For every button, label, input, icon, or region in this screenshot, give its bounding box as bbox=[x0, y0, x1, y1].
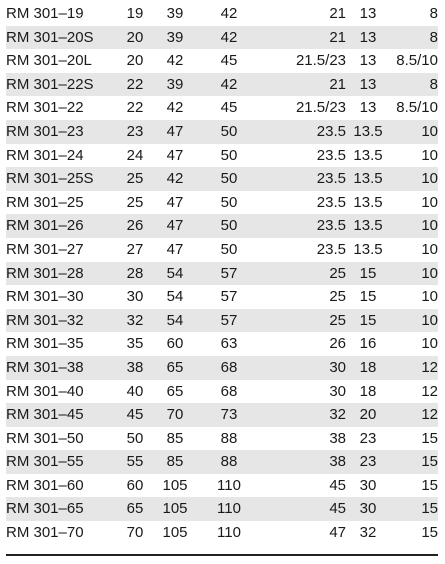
table-row bbox=[6, 120, 438, 144]
cell-d2: 105 bbox=[152, 474, 198, 498]
cell-l1: 25 bbox=[260, 309, 346, 333]
cell-b: 15 bbox=[390, 427, 438, 451]
cell-l1: 30 bbox=[260, 380, 346, 404]
cell-b: 15 bbox=[390, 521, 438, 545]
cell-d2: 39 bbox=[152, 73, 198, 97]
cell-l2: 23 bbox=[346, 427, 390, 451]
cell-l1: 21 bbox=[260, 2, 346, 26]
cell-d1: 22 bbox=[118, 73, 152, 97]
cell-l2: 15 bbox=[346, 309, 390, 333]
cell-l1: 23.5 bbox=[260, 120, 346, 144]
cell-d2: 85 bbox=[152, 427, 198, 451]
table-row bbox=[6, 521, 438, 545]
cell-d3: 45 bbox=[198, 96, 260, 120]
table-row bbox=[6, 2, 438, 26]
cell-l2: 13.5 bbox=[346, 167, 390, 191]
cell-b: 10 bbox=[390, 191, 438, 215]
cell-l2: 30 bbox=[346, 474, 390, 498]
cell-d1: 32 bbox=[118, 309, 152, 333]
cell-d2: 65 bbox=[152, 380, 198, 404]
cell-d1: 50 bbox=[118, 427, 152, 451]
table-row bbox=[6, 427, 438, 451]
cell-d1: 30 bbox=[118, 285, 152, 309]
cell-model: RM 301–22S bbox=[6, 73, 118, 97]
cell-model: RM 301–25 bbox=[6, 191, 118, 215]
cell-l1: 21.5/23 bbox=[260, 49, 346, 73]
cell-d2: 47 bbox=[152, 214, 198, 238]
table-row bbox=[6, 497, 438, 521]
cell-d3: 50 bbox=[198, 238, 260, 262]
cell-model: RM 301–50 bbox=[6, 427, 118, 451]
cell-l2: 13 bbox=[346, 2, 390, 26]
table-row bbox=[6, 450, 438, 474]
cell-d2: 54 bbox=[152, 262, 198, 286]
table-row bbox=[6, 144, 438, 168]
cell-d2: 42 bbox=[152, 96, 198, 120]
cell-b: 8 bbox=[390, 26, 438, 50]
cell-l2: 20 bbox=[346, 403, 390, 427]
cell-b: 10 bbox=[390, 332, 438, 356]
cell-d2: 47 bbox=[152, 238, 198, 262]
cell-d2: 54 bbox=[152, 285, 198, 309]
cell-d3: 57 bbox=[198, 285, 260, 309]
cell-d3: 50 bbox=[198, 167, 260, 191]
cell-l2: 13.5 bbox=[346, 120, 390, 144]
table-row bbox=[6, 380, 438, 404]
cell-l2: 13.5 bbox=[346, 191, 390, 215]
cell-d1: 60 bbox=[118, 474, 152, 498]
cell-model: RM 301–20L bbox=[6, 49, 118, 73]
table-row bbox=[6, 167, 438, 191]
cell-b: 10 bbox=[390, 238, 438, 262]
cell-l1: 32 bbox=[260, 403, 346, 427]
cell-l1: 30 bbox=[260, 356, 346, 380]
cell-l1: 25 bbox=[260, 262, 346, 286]
cell-l2: 13 bbox=[346, 26, 390, 50]
cell-l2: 13 bbox=[346, 49, 390, 73]
table-row bbox=[6, 285, 438, 309]
cell-d1: 19 bbox=[118, 2, 152, 26]
cell-d3: 73 bbox=[198, 403, 260, 427]
cell-l1: 38 bbox=[260, 450, 346, 474]
cell-model: RM 301–24 bbox=[6, 144, 118, 168]
table-row bbox=[6, 262, 438, 286]
cell-l2: 16 bbox=[346, 332, 390, 356]
cell-l1: 23.5 bbox=[260, 238, 346, 262]
cell-b: 8.5/10 bbox=[390, 49, 438, 73]
cell-l2: 15 bbox=[346, 262, 390, 286]
cell-d1: 28 bbox=[118, 262, 152, 286]
table-row bbox=[6, 356, 438, 380]
cell-d2: 39 bbox=[152, 26, 198, 50]
cell-d1: 45 bbox=[118, 403, 152, 427]
cell-b: 10 bbox=[390, 285, 438, 309]
cell-d3: 42 bbox=[198, 73, 260, 97]
cell-d3: 42 bbox=[198, 2, 260, 26]
table-row bbox=[6, 49, 438, 73]
cell-model: RM 301–55 bbox=[6, 450, 118, 474]
cell-d1: 70 bbox=[118, 521, 152, 545]
cell-d3: 63 bbox=[198, 332, 260, 356]
cell-d3: 68 bbox=[198, 380, 260, 404]
cell-d2: 47 bbox=[152, 144, 198, 168]
cell-d2: 47 bbox=[152, 120, 198, 144]
table-row bbox=[6, 309, 438, 333]
cell-model: RM 301–20S bbox=[6, 26, 118, 50]
cell-d1: 27 bbox=[118, 238, 152, 262]
spec-table bbox=[6, 2, 438, 545]
cell-d1: 22 bbox=[118, 96, 152, 120]
cell-l1: 23.5 bbox=[260, 191, 346, 215]
cell-d3: 57 bbox=[198, 309, 260, 333]
cell-d2: 105 bbox=[152, 521, 198, 545]
cell-model: RM 301–60 bbox=[6, 474, 118, 498]
cell-model: RM 301–38 bbox=[6, 356, 118, 380]
cell-l2: 13.5 bbox=[346, 214, 390, 238]
cell-l1: 45 bbox=[260, 474, 346, 498]
cell-d3: 110 bbox=[198, 521, 260, 545]
cell-d3: 50 bbox=[198, 191, 260, 215]
cell-b: 10 bbox=[390, 144, 438, 168]
cell-l2: 32 bbox=[346, 521, 390, 545]
cell-b: 10 bbox=[390, 309, 438, 333]
cell-d2: 85 bbox=[152, 450, 198, 474]
table-row bbox=[6, 238, 438, 262]
cell-d3: 50 bbox=[198, 120, 260, 144]
cell-l1: 45 bbox=[260, 497, 346, 521]
cell-b: 10 bbox=[390, 167, 438, 191]
cell-l2: 13.5 bbox=[346, 238, 390, 262]
cell-l1: 23.5 bbox=[260, 214, 346, 238]
cell-d1: 55 bbox=[118, 450, 152, 474]
cell-model: RM 301–32 bbox=[6, 309, 118, 333]
table-row bbox=[6, 403, 438, 427]
cell-d2: 47 bbox=[152, 191, 198, 215]
cell-b: 12 bbox=[390, 356, 438, 380]
table-body bbox=[6, 2, 438, 545]
cell-model: RM 301–30 bbox=[6, 285, 118, 309]
cell-d1: 35 bbox=[118, 332, 152, 356]
cell-d3: 88 bbox=[198, 427, 260, 451]
cell-d2: 65 bbox=[152, 356, 198, 380]
table-row bbox=[6, 26, 438, 50]
cell-b: 10 bbox=[390, 262, 438, 286]
cell-model: RM 301–27 bbox=[6, 238, 118, 262]
cell-model: RM 301–19 bbox=[6, 2, 118, 26]
cell-b: 8 bbox=[390, 73, 438, 97]
cell-b: 15 bbox=[390, 497, 438, 521]
cell-l1: 23.5 bbox=[260, 167, 346, 191]
cell-d2: 54 bbox=[152, 309, 198, 333]
cell-d3: 110 bbox=[198, 497, 260, 521]
cell-l1: 47 bbox=[260, 521, 346, 545]
cell-model: RM 301–25S bbox=[6, 167, 118, 191]
cell-d1: 25 bbox=[118, 191, 152, 215]
cell-d3: 110 bbox=[198, 474, 260, 498]
cell-l2: 13 bbox=[346, 96, 390, 120]
cell-b: 10 bbox=[390, 214, 438, 238]
cell-b: 8.5/10 bbox=[390, 96, 438, 120]
cell-b: 12 bbox=[390, 403, 438, 427]
cell-l2: 18 bbox=[346, 380, 390, 404]
cell-d1: 40 bbox=[118, 380, 152, 404]
cell-d3: 68 bbox=[198, 356, 260, 380]
cell-d1: 26 bbox=[118, 214, 152, 238]
cell-d3: 42 bbox=[198, 26, 260, 50]
cell-l2: 18 bbox=[346, 356, 390, 380]
cell-d1: 24 bbox=[118, 144, 152, 168]
cell-l1: 38 bbox=[260, 427, 346, 451]
cell-b: 8 bbox=[390, 2, 438, 26]
cell-model: RM 301–45 bbox=[6, 403, 118, 427]
cell-l2: 13.5 bbox=[346, 144, 390, 168]
table-row bbox=[6, 332, 438, 356]
cell-d3: 57 bbox=[198, 262, 260, 286]
cell-b: 15 bbox=[390, 450, 438, 474]
cell-d2: 60 bbox=[152, 332, 198, 356]
cell-d1: 25 bbox=[118, 167, 152, 191]
cell-model: RM 301–22 bbox=[6, 96, 118, 120]
table-row bbox=[6, 214, 438, 238]
cell-l1: 26 bbox=[260, 332, 346, 356]
cell-d3: 45 bbox=[198, 49, 260, 73]
cell-d1: 23 bbox=[118, 120, 152, 144]
cell-d2: 105 bbox=[152, 497, 198, 521]
cell-model: RM 301–65 bbox=[6, 497, 118, 521]
cell-l1: 23.5 bbox=[260, 144, 346, 168]
table-row bbox=[6, 73, 438, 97]
cell-l2: 13 bbox=[346, 73, 390, 97]
table-bottom-rule bbox=[6, 554, 438, 556]
table-row bbox=[6, 96, 438, 120]
cell-model: RM 301–35 bbox=[6, 332, 118, 356]
cell-d2: 70 bbox=[152, 403, 198, 427]
cell-b: 10 bbox=[390, 120, 438, 144]
cell-model: RM 301–26 bbox=[6, 214, 118, 238]
cell-b: 12 bbox=[390, 380, 438, 404]
cell-d3: 50 bbox=[198, 144, 260, 168]
table-row bbox=[6, 474, 438, 498]
cell-d1: 65 bbox=[118, 497, 152, 521]
cell-l1: 21 bbox=[260, 26, 346, 50]
cell-model: RM 301–23 bbox=[6, 120, 118, 144]
cell-d1: 38 bbox=[118, 356, 152, 380]
cell-d1: 20 bbox=[118, 49, 152, 73]
cell-l1: 25 bbox=[260, 285, 346, 309]
cell-model: RM 301–70 bbox=[6, 521, 118, 545]
cell-d2: 42 bbox=[152, 167, 198, 191]
cell-d3: 88 bbox=[198, 450, 260, 474]
cell-model: RM 301–40 bbox=[6, 380, 118, 404]
cell-b: 15 bbox=[390, 474, 438, 498]
cell-d2: 39 bbox=[152, 2, 198, 26]
cell-model: RM 301–28 bbox=[6, 262, 118, 286]
cell-d1: 20 bbox=[118, 26, 152, 50]
cell-l2: 15 bbox=[346, 285, 390, 309]
table-row bbox=[6, 191, 438, 215]
cell-l2: 30 bbox=[346, 497, 390, 521]
cell-l1: 21 bbox=[260, 73, 346, 97]
cell-l2: 23 bbox=[346, 450, 390, 474]
cell-d2: 42 bbox=[152, 49, 198, 73]
cell-d3: 50 bbox=[198, 214, 260, 238]
cell-l1: 21.5/23 bbox=[260, 96, 346, 120]
